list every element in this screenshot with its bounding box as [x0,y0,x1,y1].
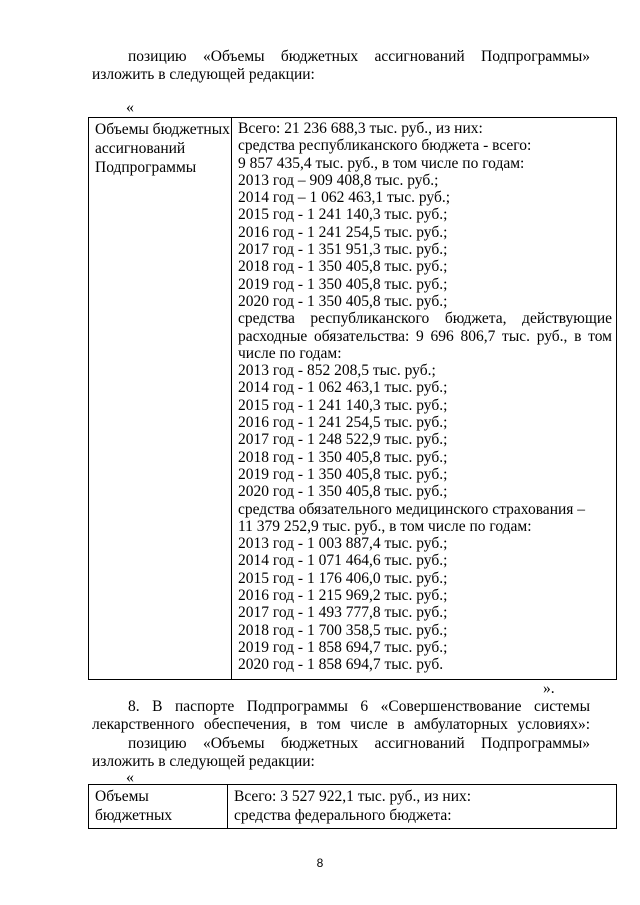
value-line: 2016 год - 1 215 969,2 тыс. руб.; [238,587,448,605]
value-line: средства республиканского бюджета, действующие [238,310,612,328]
value-line: числе по годам: [238,344,342,362]
opening-quote-mark: « [126,99,134,116]
intro-line-2: изложить в следующей редакции: [92,66,315,83]
value-line: 2018 год - 1 350 405,8 тыс. руб.; [238,258,448,276]
value-line: 2017 год - 1 248 522,9 тыс. руб.; [238,431,448,449]
table-row [89,785,617,829]
value-line: 2014 год - 1 062 463,1 тыс. руб.; [238,379,448,397]
value-line: Всего: 3 527 922,1 тыс. руб., из них: [234,788,472,805]
value-line: 2015 год - 1 176 406,0 тыс. руб.; [238,569,448,587]
value-line: 2013 год - 1 003 887,4 тыс. руб.; [238,535,448,553]
value-line: 2016 год - 1 241 254,5 тыс. руб.; [238,223,448,241]
value-line: 11 379 252,9 тыс. руб., в том числе по годам: [238,517,532,535]
value-line: 2015 год - 1 241 140,3 тыс. руб.; [238,396,448,414]
closing-quote-mark: ». [543,680,555,697]
value-line: средства обязательного медицинского страхования – [238,500,586,518]
value-line: 2018 год - 1 700 358,5 тыс. руб.; [238,621,448,639]
table-value-cell [228,785,617,829]
value-line: 2016 год - 1 241 254,5 тыс. руб.; [238,414,448,432]
paragraph-8-line-2: лекарственного обеспечения, в том числе в амбулаторных условиях»: [92,716,590,733]
budget-allocation-table-2 [88,784,617,829]
position-paragraph [92,735,590,771]
value-line: 2015 год - 1 241 140,3 тыс. руб.; [238,206,448,224]
table-label-cell [89,785,228,829]
value-line: 2020 год - 1 350 405,8 тыс. руб.; [238,292,448,310]
value-line: 2020 год - 1 350 405,8 тыс. руб.; [238,483,448,501]
label-line: ассигнований [95,140,186,157]
value-line: 2017 год - 1 351 951,3 тыс. руб.; [238,241,448,259]
value-line: 2017 год - 1 493 777,8 тыс. руб.; [238,604,448,622]
value-line: 2014 год – 1 062 463,1 тыс. руб.; [238,189,451,207]
value-line: средства федерального бюджета: [234,807,452,824]
value-line: 2013 год - 852 208,5 тыс. руб.; [238,362,436,380]
paragraph-8-line-1: 8. В паспорте Подпрограммы 6 «Совершенствование системы [128,698,590,715]
value-line: 2014 год - 1 071 464,6 тыс. руб.; [238,552,448,570]
value-line: Всего: 21 236 688,3 тыс. руб., из них: [238,120,483,137]
paragraph-8 [92,698,590,734]
table-label-cell [89,118,232,680]
table-value-cell [232,118,617,680]
label-line: Подпрограммы [95,159,197,176]
value-line: средства республиканского бюджета - всего: [238,137,532,155]
value-line: 2020 год - 1 858 694,7 тыс. руб. [238,656,444,674]
opening-quote-mark-2: « [126,769,134,786]
budget-allocation-table [88,117,617,680]
page-number: 8 [316,856,324,870]
position-line-1: позицию «Объемы бюджетных ассигнований Подпрограммы» [128,735,590,752]
value-line: расходные обязательства: 9 696 806,7 тыс. руб., в том [238,327,612,345]
intro-line-1: позицию «Объемы бюджетных ассигнований Подпрограммы» [128,48,590,65]
value-line: 9 857 435,4 тыс. руб., в том числе по годам: [238,154,525,172]
label-line: бюджетных [95,807,173,824]
position-line-2: изложить в следующей редакции: [92,753,315,770]
value-line: 2019 год - 1 858 694,7 тыс. руб.; [238,638,448,656]
label-line: Объемы [95,788,149,805]
value-line: 2018 год - 1 350 405,8 тыс. руб.; [238,448,448,466]
value-line: 2019 год - 1 350 405,8 тыс. руб.; [238,275,448,293]
table-row [89,118,617,680]
value-line: 2013 год – 909 408,8 тыс. руб.; [238,171,439,189]
label-line: Объемы бюджетных [95,121,230,138]
value-line: 2019 год - 1 350 405,8 тыс. руб.; [238,465,448,483]
intro-paragraph [92,48,590,84]
